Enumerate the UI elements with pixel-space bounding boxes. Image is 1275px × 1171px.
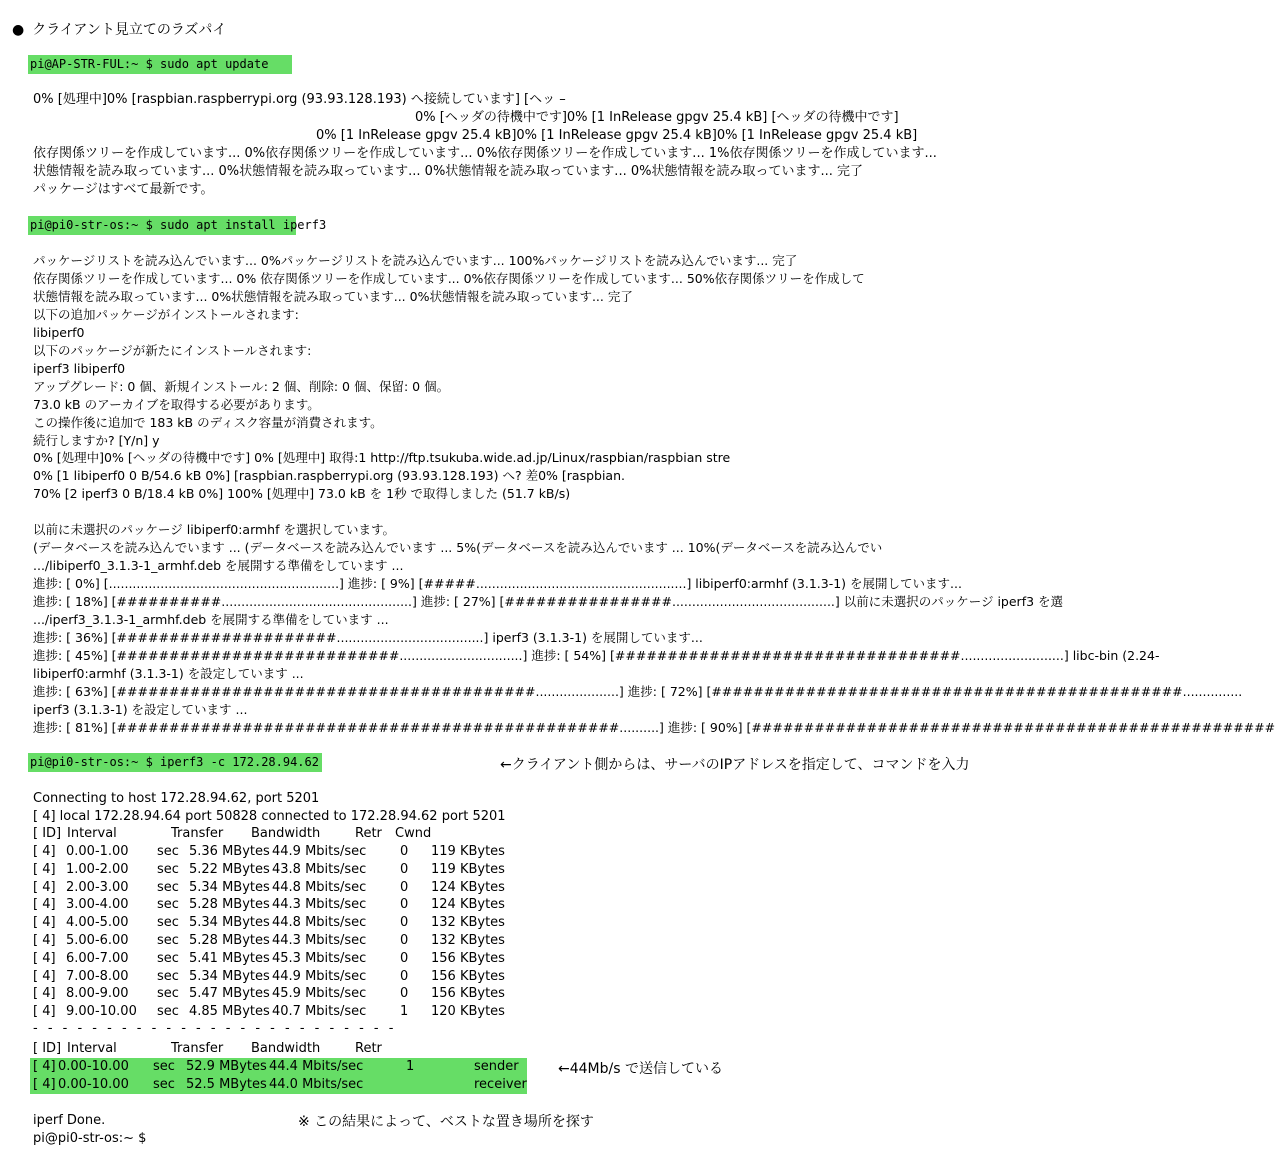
table-row — [33, 861, 553, 878]
summary-cell: 44.0 Mbits/sec — [269, 1077, 364, 1092]
summary-cell: 52.5 MBytes — [186, 1077, 267, 1092]
table-cell: 119 KBytes — [431, 844, 505, 859]
page-heading — [12, 19, 226, 39]
table-cell: [ 4] — [33, 933, 56, 948]
table-row — [33, 896, 553, 913]
table-cell: 5.22 MBytes — [189, 861, 270, 877]
table-cell: 1 — [400, 1004, 409, 1020]
output-line: 以前に未選択のパッケージ libiperf0:armhf を選択しています。 — [33, 522, 395, 538]
output-line: 状態情報を読み取っています... 0%状態情報を読み取っています... 0%状態情報を読み取っています... 0%状態情報を読み取っています... 完了 — [33, 164, 863, 179]
output-line: 状態情報を読み取っています... 0%状態情報を読み取っています... 0%状態情報を読み取っています... 完了 — [33, 288, 633, 304]
output-line: 進捗: [ 18%] [##########................................................] 進捗: [ 27%] [################.........................................] 以前に未選択のパッケージ iperf3 を選 — [33, 594, 1064, 610]
table-row — [33, 985, 553, 1002]
table-cell: [ 4] — [33, 986, 56, 1002]
table-cell: 44.8 Mbits/sec — [272, 879, 367, 895]
table-row — [33, 932, 553, 949]
header-cell: Interval — [67, 826, 117, 841]
output-line: パッケージリストを読み込んでいます... 0%パッケージリストを読み込んでいます... 100%パッケージリストを読み込んでいます... 完了 — [33, 253, 798, 268]
table-cell: 5.34 MBytes — [189, 915, 270, 931]
table-cell: 3.00-4.00 — [66, 897, 129, 913]
summary-cell: 52.9 MBytes — [186, 1059, 267, 1074]
table-cell: 120 KBytes — [431, 1004, 505, 1020]
summary-cell: [ 4] — [33, 1059, 56, 1074]
table-cell: 5.36 MBytes — [189, 844, 270, 859]
table-row — [33, 843, 553, 860]
table-cell: 5.47 MBytes — [189, 986, 270, 1002]
output-line: Connecting to host 172.28.94.62, port 5201 — [33, 791, 320, 806]
table-cell: 0 — [400, 915, 409, 931]
summary-row — [30, 1058, 527, 1076]
table-cell: sec — [157, 950, 179, 966]
table-cell: [ 4] — [33, 950, 56, 966]
table-cell: 43.8 Mbits/sec — [272, 861, 367, 877]
table-cell: 132 KBytes — [431, 933, 505, 948]
table-cell: 5.28 MBytes — [189, 897, 270, 913]
summary-cell: sec — [153, 1077, 175, 1092]
table-cell: 0 — [400, 950, 409, 966]
output-line: 進捗: [ 63%] [########################################.....................] 進捗: [ 72%] [#############################################............... — [33, 683, 1243, 699]
table-cell: 44.8 Mbits/sec — [272, 915, 367, 931]
table-cell: 0 — [400, 861, 409, 877]
table-cell: 9.00-10.00 — [66, 1004, 137, 1020]
command-apt-install: pi@pi0-str-os:~ $ sudo apt install iperf3 — [28, 216, 296, 235]
heading-text: クライアント見立てのラズパイ — [32, 22, 227, 38]
output-line: 以下のパッケージが新たにインストールされます: — [33, 342, 312, 358]
table-cell: sec — [157, 933, 179, 948]
output-line: 以下の追加パッケージがインストールされます: — [33, 306, 299, 322]
output-line: アップグレード: 0 個、新規インストール: 2 個、削除: 0 個、保留: 0 個。 — [33, 378, 450, 394]
table-cell: 44.3 Mbits/sec — [272, 897, 367, 913]
output-line: パッケージはすべて最新です。 — [33, 182, 214, 197]
table-cell: 0 — [400, 986, 409, 1002]
table-cell: [ 4] — [33, 915, 56, 931]
table-cell: [ 4] — [33, 844, 56, 859]
table-cell: 124 KBytes — [431, 879, 505, 895]
summary-cell: 0.00-10.00 — [58, 1077, 129, 1092]
output-line: 0% [ヘッダの待機中です]0% [1 InRelease gpgv 25.4 kB] [ヘッダの待機中です] — [415, 110, 899, 125]
table-cell: 45.9 Mbits/sec — [272, 986, 367, 1002]
table-cell: [ 4] — [33, 861, 56, 877]
table-cell: sec — [157, 844, 179, 859]
header-cell: Transfer — [171, 826, 224, 841]
output-line: iperf3 (3.1.3-1) を設定しています ... — [33, 701, 248, 717]
summary-row — [30, 1076, 527, 1094]
table-cell: sec — [157, 915, 179, 931]
output-line: iperf3 libiperf0 — [33, 360, 126, 376]
summary-cell: [ 4] — [33, 1077, 56, 1092]
output-line: .../libiperf0_3.1.3-1_armhf.deb を展開する準備をしています ... — [33, 558, 404, 574]
output-line: 73.0 kB のアーカイブを取得する必要があります。 — [33, 396, 320, 412]
table-cell: [ 4] — [33, 1004, 56, 1020]
table-row — [33, 950, 553, 967]
bullet-icon: ● — [12, 22, 25, 38]
table-cell: 40.7 Mbits/sec — [272, 1004, 367, 1020]
table-cell: 124 KBytes — [431, 897, 505, 913]
table-cell: 5.28 MBytes — [189, 933, 270, 948]
table-cell: 156 KBytes — [431, 986, 505, 1002]
final-prompt: pi@pi0-str-os:~ $ — [33, 1131, 147, 1146]
output-line: .../iperf3_3.1.3-1_armhf.deb を展開する準備をしています ... — [33, 612, 389, 627]
table-cell: sec — [157, 861, 179, 877]
header-cell: Retr — [355, 826, 382, 841]
output-line: 0% [処理中]0% [raspbian.raspberrypi.org (93.93.128.193) へ接続しています] [ヘッ – — [33, 92, 566, 107]
summary-cell: 44.4 Mbits/sec — [269, 1059, 364, 1074]
table-cell: sec — [157, 986, 179, 1002]
header-cell: Bandwidth — [251, 826, 321, 841]
output-line: [ 4] local 172.28.94.64 port 50828 connected to 172.28.94.62 port 5201 — [33, 808, 506, 824]
table-cell: [ 4] — [33, 897, 56, 913]
table-cell: 45.3 Mbits/sec — [272, 950, 367, 966]
table-cell: 156 KBytes — [431, 950, 505, 966]
output-line: 進捗: [ 0%] [..........................................................] 進捗: [ 9%] [#####.....................................................] libiperf0:armhf (3.1.3-1) を展開しています... — [33, 576, 962, 592]
table-row — [33, 914, 553, 931]
table-cell: 8.00-9.00 — [66, 986, 129, 1002]
table-cell: 44.9 Mbits/sec — [272, 968, 367, 984]
table-cell: 5.34 MBytes — [189, 879, 270, 895]
header-cell: Cwnd — [395, 826, 432, 841]
table-header — [33, 825, 553, 842]
table-cell: 119 KBytes — [431, 861, 505, 877]
command-note: ←クライアント側からは、サーバのIPアドレスを指定して、コマンドを入力 — [500, 757, 970, 773]
iperf-done: iperf Done. — [33, 1113, 106, 1128]
output-line: libiperf0 — [33, 324, 85, 340]
separator: - - - - - - - - - - - - - - - - - - - - - - - - - — [33, 1021, 397, 1036]
header-cell: [ ID] — [33, 1041, 62, 1056]
output-line: この操作後に追加で 183 kB のディスク容量が消費されます。 — [33, 414, 383, 430]
summary-cell: 0.00-10.00 — [58, 1059, 129, 1074]
result-note: ※ この結果によって、ベストな置き場所を探す — [298, 1114, 594, 1130]
output-line: (データベースを読み込んでいます ... (データベースを読み込んでいます ... 5%(データベースを読み込んでいます ... 10%(データベースを読み込んでい — [33, 540, 883, 556]
table-cell: 0 — [400, 968, 409, 984]
table-cell: 7.00-8.00 — [66, 968, 129, 984]
output-line: 進捗: [ 81%] [################################################..........] 進捗: [ 90%] [################################################## — [33, 719, 1275, 735]
table-row — [33, 1003, 553, 1020]
summary-cell: sec — [153, 1059, 175, 1074]
table-cell: 0 — [400, 844, 409, 859]
output-line: 0% [1 libiperf0 0 B/54.6 kB 0%] [raspbian.raspberrypi.org (93.93.128.193) へ? 差0% [raspbian. — [33, 468, 625, 484]
table-cell: 44.3 Mbits/sec — [272, 933, 367, 948]
table-cell: sec — [157, 1004, 179, 1020]
table-cell: 44.9 Mbits/sec — [272, 844, 367, 859]
table-cell: 5.00-6.00 — [66, 933, 129, 948]
output-line: 依存関係ツリーを作成しています... 0%依存関係ツリーを作成しています... 0%依存関係ツリーを作成しています... 1%依存関係ツリーを作成しています... — [33, 146, 937, 161]
table-cell: 4.00-5.00 — [66, 915, 129, 931]
output-line: 0% [処理中]0% [ヘッダの待機中です] 0% [処理中] 取得:1 http://ftp.tsukuba.wide.ad.jp/Linux/raspbian/raspbian stre — [33, 450, 731, 466]
output-line: 進捗: [ 45%] [###########################...............................] 進捗: [ 54%] [#################################..........................] libc-bin (2.24- — [33, 647, 1160, 663]
table-cell: 0.00-1.00 — [66, 844, 129, 859]
header-cell: Bandwidth — [251, 1041, 321, 1056]
table-cell: 132 KBytes — [431, 915, 505, 931]
summary-cell: sender — [474, 1059, 519, 1074]
header-cell: Retr — [355, 1041, 382, 1056]
table-cell: 2.00-3.00 — [66, 879, 129, 895]
command-iperf3: pi@pi0-str-os:~ $ iperf3 -c 172.28.94.62 — [28, 753, 322, 772]
command-apt-update: pi@AP-STR-FUL:~ $ sudo apt update — [28, 55, 292, 74]
table-cell: sec — [157, 897, 179, 913]
header-cell: Interval — [67, 1041, 117, 1056]
output-line: 依存関係ツリーを作成しています... 0% 依存関係ツリーを作成しています... 0%依存関係ツリーを作成しています... 50%依存関係ツリーを作成して — [33, 270, 865, 286]
table-cell: sec — [157, 968, 179, 984]
summary-cell: receiver — [474, 1077, 527, 1092]
table-cell: 156 KBytes — [431, 968, 505, 984]
summary-header — [33, 1040, 553, 1057]
table-cell: 0 — [400, 933, 409, 948]
header-cell: [ ID] — [33, 826, 62, 841]
table-cell: 5.34 MBytes — [189, 968, 270, 984]
table-cell: 0 — [400, 897, 409, 913]
output-line: 70% [2 iperf3 0 B/18.4 kB 0%] 100% [処理中] 73.0 kB を 1秒 で取得しました (51.7 kB/s) — [33, 486, 571, 502]
table-row — [33, 968, 553, 985]
table-cell: 6.00-7.00 — [66, 950, 129, 966]
table-cell: 0 — [400, 879, 409, 895]
table-cell: sec — [157, 879, 179, 895]
table-cell: 1.00-2.00 — [66, 861, 129, 877]
table-cell: [ 4] — [33, 968, 56, 984]
header-cell: Transfer — [171, 1041, 224, 1056]
output-line: 進捗: [ 36%] [#####################.....................................] iperf3 (3.1.3-1) を展開しています... — [33, 629, 703, 645]
table-cell: 4.85 MBytes — [189, 1004, 270, 1020]
sender-note: ←44Mb/s で送信している — [558, 1061, 723, 1077]
table-cell: 5.41 MBytes — [189, 950, 270, 966]
summary-cell: 1 — [406, 1059, 415, 1074]
output-line: 0% [1 InRelease gpgv 25.4 kB]0% [1 InRelease gpgv 25.4 kB]0% [1 InRelease gpgv 25.4 kB] — [316, 128, 918, 143]
table-cell: [ 4] — [33, 879, 56, 895]
output-line: libiperf0:armhf (3.1.3-1) を設定しています ... — [33, 665, 304, 681]
table-row — [33, 879, 553, 896]
output-line: 続行しますか? [Y/n] y — [33, 432, 160, 448]
